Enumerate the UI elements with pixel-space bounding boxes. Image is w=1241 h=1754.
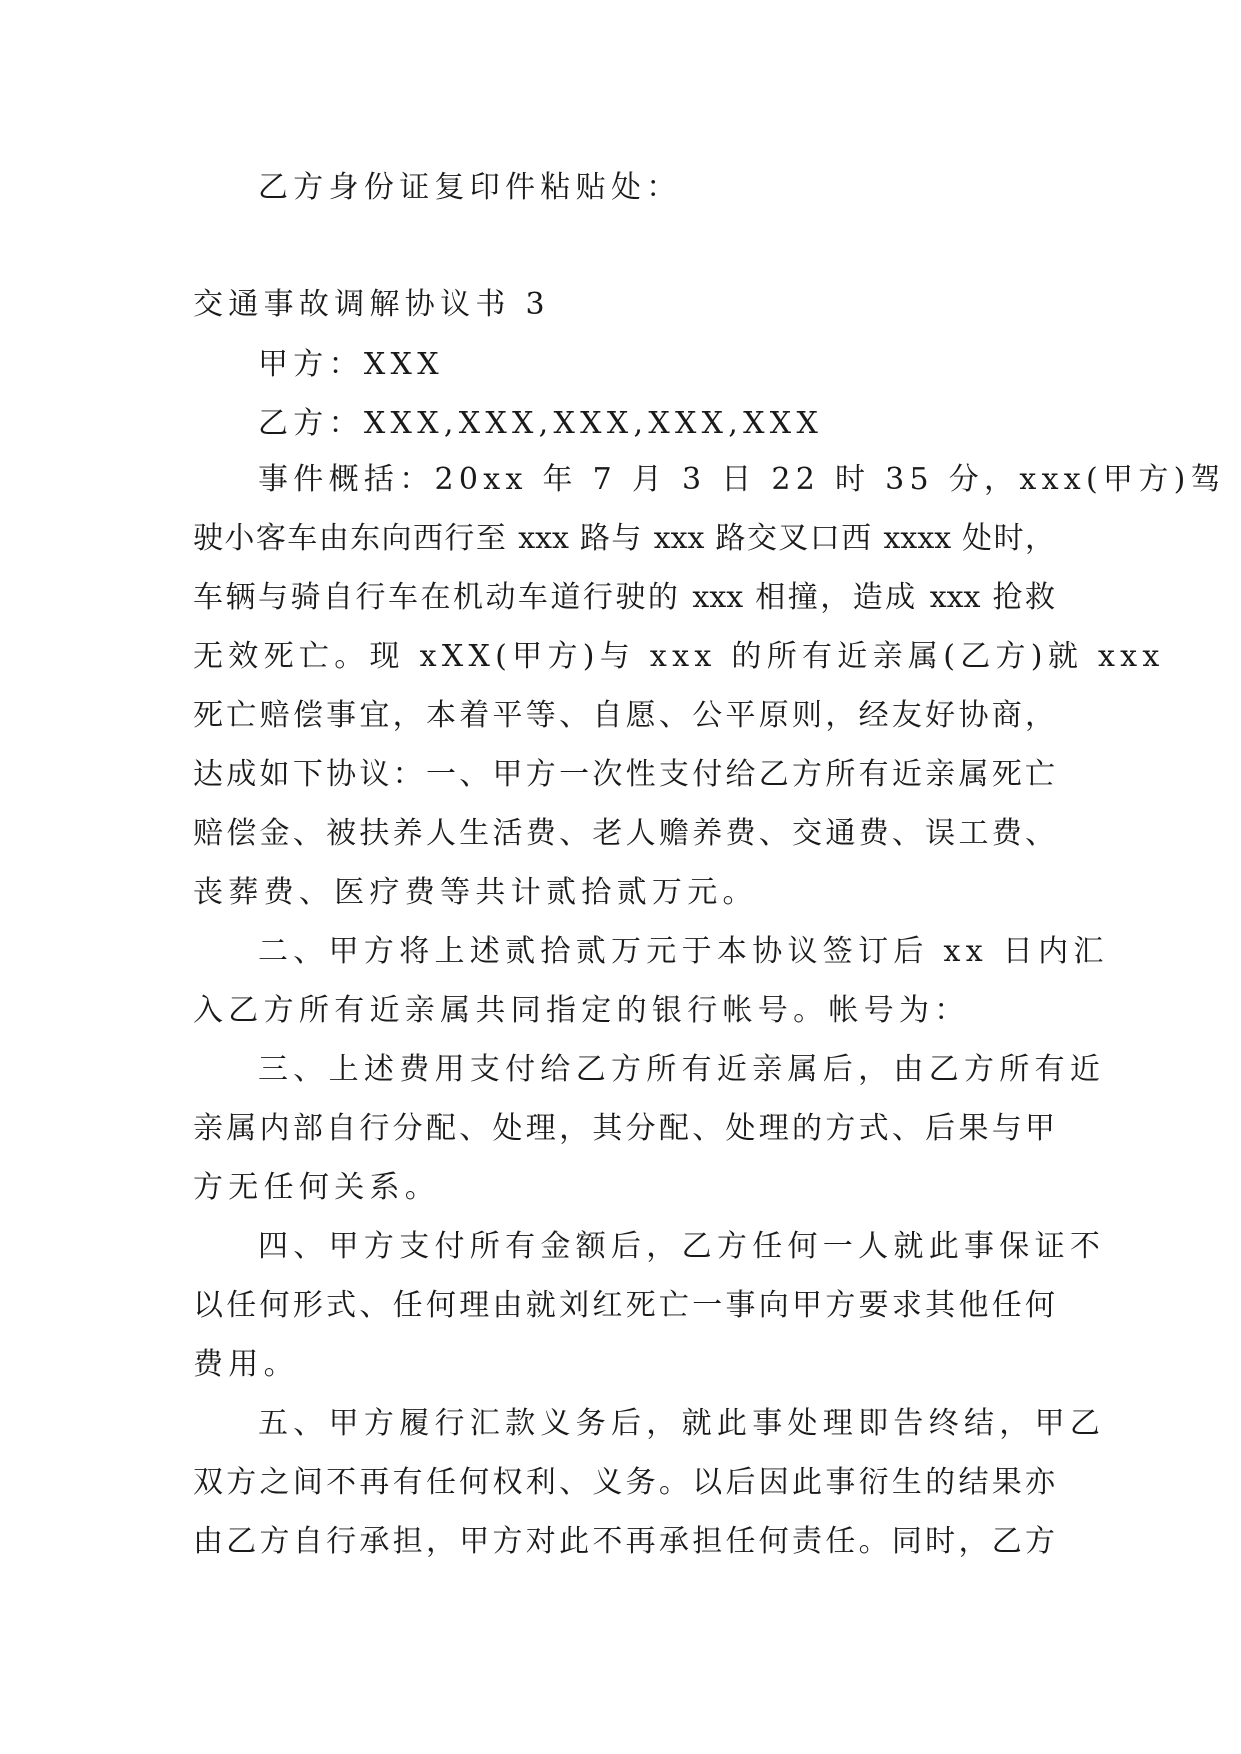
section-title: 交通事故调解协议书 3 [193,287,550,322]
paragraph-line: 赔偿金、被扶养人生活费、老人赡养费、交通费、误工费、 [193,816,1055,851]
paragraph-line: 达成如下协议：一、甲方一次性支付给乙方所有近亲属死亡 [193,757,1055,792]
paragraph-line: 无效死亡。现 xXX(甲方)与 xxx 的所有近亲属(乙方)就 xxx [193,639,1165,674]
paragraph-line: 由乙方自行承担，甲方对此不再承担任何责任。同时，乙方 [193,1524,1055,1559]
paragraph-line: 三、上述费用支付给乙方所有近亲属后，由乙方所有近 [258,1052,1106,1087]
paragraph-line: 死亡赔偿事宜，本着平等、自愿、公平原则，经友好协商， [193,698,1055,733]
paragraph-line: 方无任何关系。 [193,1170,441,1205]
paragraph-line: 以任何形式、任何理由就刘红死亡一事向甲方要求其他任何 [193,1288,1055,1323]
paragraph-line: 二、甲方将上述贰拾贰万元于本协议签订后 xx 日内汇 [258,934,1109,969]
paragraph-line: 双方之间不再有任何权利、义务。以后因此事衍生的结果亦 [193,1465,1055,1500]
paragraph-line: 五、甲方履行汇款义务后，就此事处理即告终结，甲乙 [258,1406,1106,1441]
paragraph-line: 四、甲方支付所有金额后，乙方任何一人就此事保证不 [258,1229,1106,1264]
party-a-line: 甲方：XXX [258,347,444,382]
id-copy-paste-label: 乙方身份证复印件粘贴处： [258,170,682,205]
paragraph-line: 丧葬费、医疗费等共计贰拾贰万元。 [193,875,758,910]
paragraph-line: 费用。 [193,1347,299,1382]
party-b-line: 乙方：XXX,XXX,XXX,XXX,XXX [258,406,824,441]
paragraph-line: 事件概括：20xx 年 7 月 3 日 22 时 35 分，xxx(甲方)驾 [258,462,1226,497]
paragraph-line: 入乙方所有近亲属共同指定的银行帐号。帐号为： [193,993,970,1028]
paragraph-line: 驶小客车由东向西行至 xxx 路与 xxx 路交叉口西 xxxx 处时， [193,521,1055,556]
paragraph-line: 亲属内部自行分配、处理，其分配、处理的方式、后果与甲 [193,1111,1055,1146]
paragraph-line: 车辆与骑自行车在机动车道行驶的 xxx 相撞，造成 xxx 抢救 [193,580,1055,615]
